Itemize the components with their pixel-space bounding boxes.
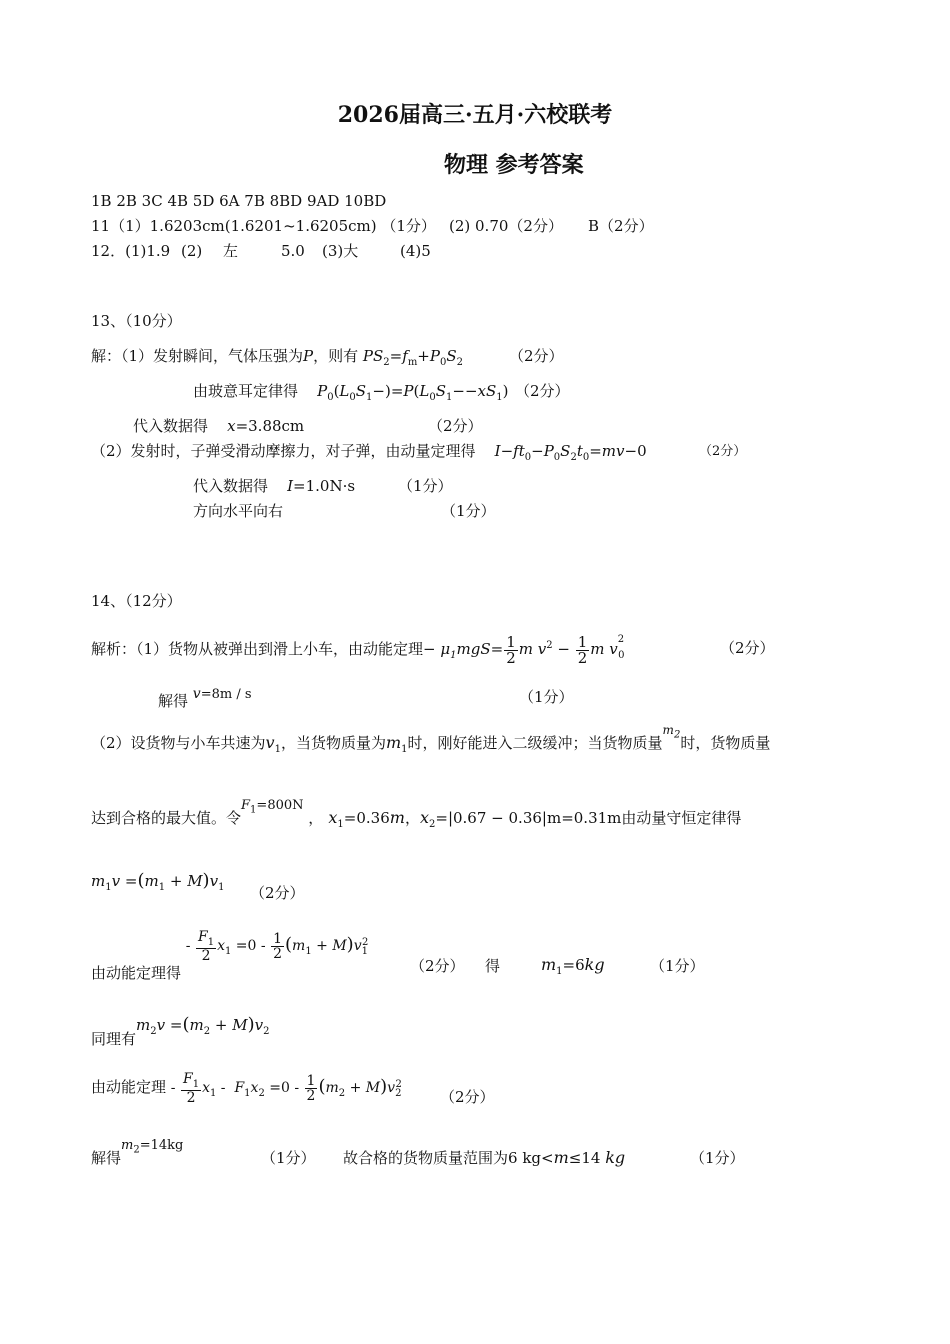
q13-line2-score: （2分）: [515, 382, 570, 400]
q14-line2-text: 解得: [158, 692, 189, 710]
q14-line5-score: （2分）: [250, 884, 305, 902]
q13-line5: 代入数据得 I=1.0N·s: [193, 477, 356, 495]
q14-line9-range-text: 故合格的货物质量范围为: [343, 1149, 509, 1167]
mc-answers: 1B 2B 3C 4B 5D 6A 7B 8BD 9AD 10BD: [91, 192, 387, 210]
q14-line8: 由动能定理 - $\frac{F_1}{2}$ $x_1 - F_1x_2 =0$ - $\frac{1}{2}$ $(m_2 + M)v_2^2$: [91, 1071, 402, 1106]
q11-part2: (2) 0.70（2分）: [449, 217, 563, 235]
q14-line9-eq: =14kg: [139, 1138, 184, 1153]
q14-line6-m1-score: （1分）: [650, 957, 705, 975]
q14-line9-range-value: 6 kg<: [508, 1149, 554, 1167]
q13-line3-score: （2分）: [428, 417, 483, 435]
q14-line7: 同理有$m_2v =(m_2 + M)v_2$: [91, 1014, 270, 1048]
q13-line2: 由玻意耳定律得 $P_0(L_0S_1-)=P(L_0S_1--xS_1)$: [193, 382, 509, 403]
q14-line1-text: 解析：（1）货物从被弹出到滑上小车，由动能定理: [91, 640, 424, 658]
q14-header: 14、（12分）: [91, 592, 182, 610]
q14-line6-score: （2分）: [410, 957, 465, 975]
q13-line4-score: （2分）: [699, 444, 747, 459]
q12-part2-value: 5.0: [281, 242, 305, 260]
q14-line1-score: （2分）: [720, 639, 775, 657]
q13-line4: （2）发射时，子弹受滑动摩擦力，对子弹，由动量定理得 $I-ft_0-P_0S_2t_0=mv-0$: [91, 442, 647, 463]
q14-line9-range-upper: ≤14: [568, 1149, 601, 1167]
q14-line5-eq: $m_1v =(m_1 + M)v_1$: [91, 870, 225, 893]
page-title: 2026届高三·五月·六校联考: [337, 102, 613, 128]
q14-line9-range: 故合格的货物质量范围为6 kg<m≤14 kg: [343, 1148, 626, 1167]
q14-line3-text-b: ，当货物质量为: [280, 734, 386, 752]
q13-line5-eq: =1.0N·s: [293, 477, 356, 495]
q13-line5-text: 代入数据得: [193, 477, 269, 495]
q12-part3: (3)大: [322, 242, 359, 260]
q14-line6-m1-value: =6: [562, 956, 585, 974]
page-subtitle: 物理 参考答案: [444, 152, 584, 178]
q12-part1: 12．(1)1.9: [91, 242, 171, 260]
q13-line2-text: 由玻意耳定律得: [193, 382, 299, 400]
q14-line7-text: 同理有: [91, 1030, 137, 1048]
q13-line3-text: 代入数据得: [133, 417, 209, 435]
q14-line4-x2-b: 0.67 − 0.36: [453, 809, 542, 827]
fraction-half: $\frac{1}{2}$: [506, 632, 516, 667]
q14-line3-text-d: 时，货物质量: [680, 734, 771, 752]
q14-line4-x2-c: m=0.31m: [546, 809, 622, 827]
q14-line2: 解得 v=8m / s: [158, 686, 252, 710]
q14-line6-de: 得: [485, 957, 501, 975]
q13-line1: 解：（1）发射瞬间，气体压强为P，则有 $PS_2=f_m+P_0S_2$: [91, 347, 463, 368]
q14-line6-m1: $m_1=6kg$: [541, 955, 605, 977]
q14-line6-text: 由动能定理得: [91, 964, 182, 983]
q14-line4-x2-a: =: [435, 809, 448, 827]
q13-header: 13、（10分）: [91, 312, 182, 330]
q14-line8-score: （2分）: [440, 1088, 495, 1106]
q13-line6-score: （1分）: [441, 502, 496, 520]
q11-part1: 11（1）1.6203cm(1.6201~1.6205cm) （1分）: [91, 217, 436, 235]
q14-line1: 解析：（1）货物从被弹出到滑上小车，由动能定理− $\mu_1mgS=$ $\frac{1}{2}$ m $v^2$ − $\frac{1}{2}$ m $v_{20}$: [91, 632, 625, 667]
q14-line9-score: （1分）: [261, 1149, 316, 1167]
fraction-half: $\frac{1}{2}$: [577, 632, 588, 667]
q12-part2: (2): [181, 242, 203, 260]
q14-line3: （2）设货物与小车共速为$v_1$，当货物质量为$m_1$时，刚好能进入二级缓冲；当货物质量$^{m_2}$时，货物质量: [91, 723, 771, 755]
q14-line4: 达到合格的最大值。令$F_1=800N$ ， $x_1=0.36m$，$x_2=|0.67 - 0.36|m=0.31m$由动量守恒定律得: [91, 798, 742, 830]
q13-line4-text: （2）发射时，子弹受滑动摩擦力，对子弹，由动量定理得: [91, 442, 476, 460]
q14-line4-text-b: 由动量守恒定律得: [621, 809, 742, 827]
q14-line4-F: =800N: [256, 798, 304, 813]
q13-line1-score: （2分）: [509, 347, 564, 365]
q14-line3-text-a: （2）设货物与小车共速为: [91, 734, 266, 752]
q13-line3-eq: =3.88cm: [235, 417, 305, 435]
q14-line8-text: 由动能定理: [91, 1078, 167, 1097]
q14-line2-eq: =8m / s: [200, 687, 252, 702]
q14-line9-text: 解得: [91, 1149, 122, 1167]
q12-part2-left: 左: [223, 242, 239, 260]
q14-line9: 解得$m_2=14kg$: [91, 1138, 184, 1167]
q14-line9-score2: （1分）: [690, 1149, 745, 1167]
q14-line2-score: （1分）: [519, 688, 574, 706]
q13-line3: 代入数据得 x=3.88cm: [133, 417, 305, 435]
q13-line5-score: （1分）: [398, 477, 453, 495]
q14-line4-text-a: 达到合格的最大值。令: [91, 809, 242, 827]
q12-part4: (4)5: [400, 242, 431, 260]
q14-line6: 由动能定理得 - $\frac{F_1}{2}$ $x_1 =0$ - $\frac{1}{2}$ $(m_1 + M)v_1^2$: [91, 929, 369, 983]
q11-part3: B（2分）: [588, 217, 654, 235]
q13-line1-text: 解：（1）发射瞬间，气体压强为: [91, 347, 304, 365]
q13-line6: 方向水平向右: [193, 502, 284, 520]
q14-line4-x1: =0.36: [343, 809, 390, 827]
q14-line3-text-c: 时，刚好能进入二级缓冲；当货物质量: [407, 734, 663, 752]
